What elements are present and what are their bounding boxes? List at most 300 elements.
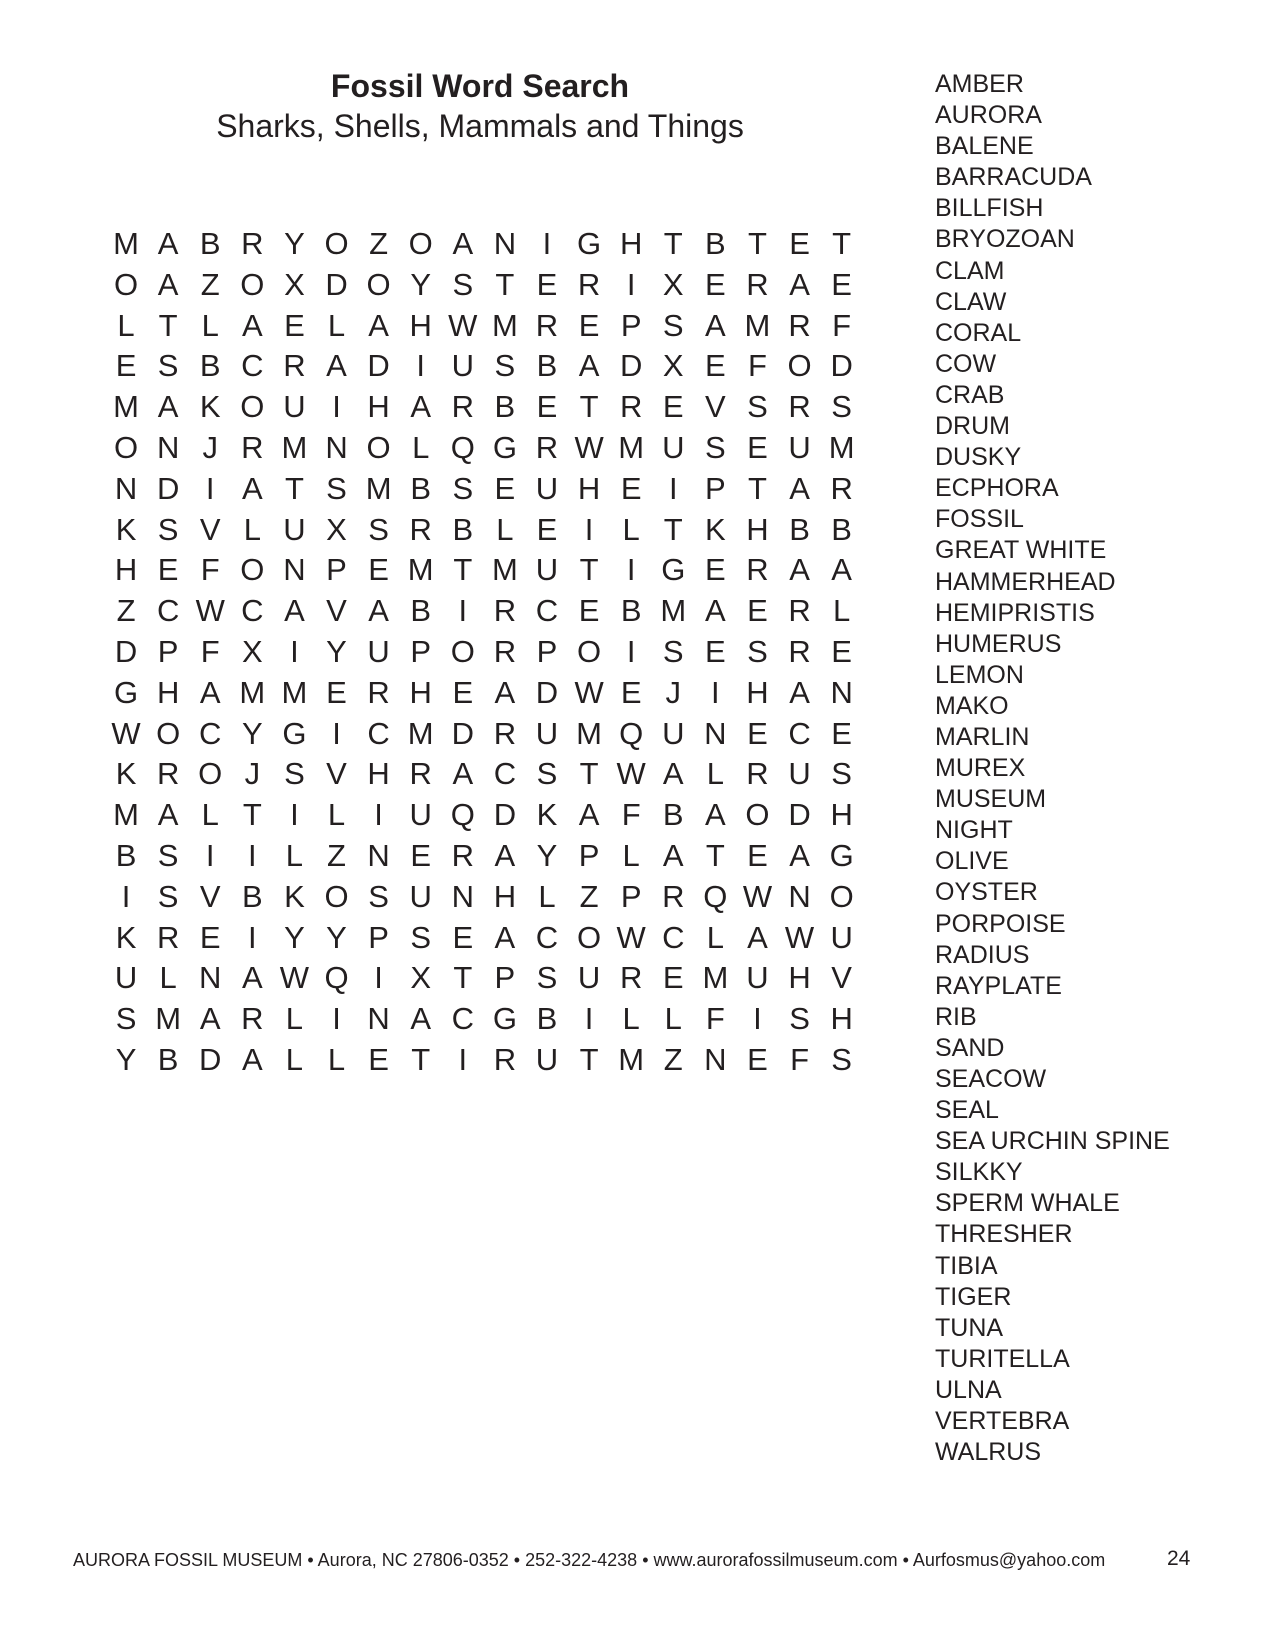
grid-letter: G bbox=[282, 715, 307, 751]
grid-letter: O bbox=[829, 878, 854, 914]
grid-letter: I bbox=[711, 674, 720, 710]
grid-letter: B bbox=[199, 348, 221, 384]
grid-letter: F bbox=[200, 552, 220, 588]
grid-row bbox=[105, 387, 863, 428]
word-list-item: RAYPLATE bbox=[935, 971, 1062, 1000]
grid-letter: W bbox=[616, 919, 646, 955]
grid-letter: H bbox=[367, 756, 390, 792]
grid-row bbox=[105, 591, 863, 632]
grid-letter: G bbox=[492, 1001, 517, 1037]
word-list bbox=[935, 69, 1170, 1468]
grid-letter: C bbox=[535, 919, 559, 955]
grid-letter: B bbox=[620, 593, 642, 629]
grid-letter: R bbox=[619, 389, 643, 425]
grid-letter: T bbox=[579, 389, 599, 425]
grid-letter: O bbox=[240, 389, 265, 425]
grid-letter: G bbox=[113, 674, 139, 710]
word-list-item: ULNA bbox=[935, 1375, 1002, 1404]
grid-letter: M bbox=[113, 797, 139, 833]
grid-letter: A bbox=[157, 266, 179, 302]
grid-letter: I bbox=[626, 552, 636, 588]
grid-letter: O bbox=[577, 919, 602, 955]
grid-letter: T bbox=[579, 1041, 599, 1077]
word-list-item: NIGHT bbox=[935, 816, 1013, 845]
word-list-item: RIB bbox=[935, 1002, 977, 1031]
grid-letter: D bbox=[619, 348, 643, 384]
grid-letter: Y bbox=[326, 919, 347, 955]
grid-letter: A bbox=[494, 837, 516, 873]
grid-letter: O bbox=[113, 266, 139, 302]
grid-letter: O bbox=[577, 633, 602, 669]
grid-letter: S bbox=[157, 511, 179, 547]
grid-letter: U bbox=[577, 960, 601, 996]
grid-letter: L bbox=[243, 511, 261, 547]
grid-letter: U bbox=[367, 633, 390, 669]
word-list-item: THRESHER bbox=[935, 1220, 1073, 1249]
grid-letter: M bbox=[155, 1001, 182, 1037]
grid-letter: K bbox=[536, 797, 558, 833]
grid-letter: M bbox=[576, 715, 602, 751]
grid-letter: N bbox=[830, 674, 853, 710]
grid-letter: E bbox=[199, 919, 221, 955]
grid-letter: A bbox=[241, 307, 263, 343]
grid-letter: Y bbox=[284, 919, 305, 955]
grid-letter: E bbox=[831, 633, 852, 669]
word-list-item: RADIUS bbox=[935, 940, 1030, 969]
grid-letter: T bbox=[663, 511, 683, 547]
grid-letter: U bbox=[662, 715, 685, 751]
word-list-item: HEMIPRISTIS bbox=[935, 598, 1095, 627]
grid-row bbox=[105, 795, 863, 836]
word-list-item: SEA URCHIN SPINE bbox=[935, 1127, 1170, 1156]
grid-letter: K bbox=[284, 878, 305, 914]
grid-letter: N bbox=[156, 429, 180, 465]
grid-letter: M bbox=[365, 470, 392, 506]
grid-letter: S bbox=[157, 837, 179, 873]
grid-letter: I bbox=[584, 511, 594, 547]
grid-row bbox=[105, 510, 863, 551]
grid-letter: M bbox=[281, 674, 308, 710]
grid-letter: B bbox=[494, 389, 516, 425]
grid-letter: B bbox=[452, 511, 474, 547]
grid-letter: L bbox=[622, 1001, 640, 1037]
word-list-item: TIBIA bbox=[935, 1251, 998, 1280]
grid-letter: N bbox=[325, 429, 348, 465]
word-list-item: MAKO bbox=[935, 691, 1009, 720]
grid-letter: A bbox=[157, 797, 179, 833]
grid-letter: T bbox=[453, 552, 473, 588]
grid-row bbox=[105, 877, 863, 918]
grid-row bbox=[105, 754, 863, 795]
grid-letter: X bbox=[284, 266, 305, 302]
grid-letter: U bbox=[283, 511, 306, 547]
grid-letter: I bbox=[332, 389, 341, 425]
grid-letter: C bbox=[493, 756, 517, 792]
grid-letter: A bbox=[705, 593, 726, 629]
grid-letter: V bbox=[199, 511, 221, 547]
grid-letter: U bbox=[114, 960, 138, 996]
grid-letter: I bbox=[458, 593, 468, 629]
grid-row bbox=[105, 958, 863, 999]
grid-letter: S bbox=[284, 756, 305, 792]
grid-letter: Y bbox=[241, 715, 263, 751]
grid-letter: I bbox=[121, 878, 131, 914]
grid-letter: Q bbox=[324, 960, 349, 996]
grid-letter: T bbox=[705, 837, 725, 873]
grid-letter: R bbox=[746, 552, 769, 588]
grid-letter: X bbox=[326, 511, 347, 547]
grid-letter: E bbox=[662, 389, 684, 425]
grid-letter: F bbox=[621, 797, 641, 833]
grid-letter: B bbox=[410, 593, 432, 629]
grid-letter: D bbox=[788, 797, 811, 833]
grid-letter: M bbox=[113, 226, 139, 261]
grid-letter: R bbox=[535, 307, 559, 343]
grid-letter: A bbox=[578, 797, 600, 833]
grid-letter: L bbox=[706, 756, 724, 792]
grid-letter: R bbox=[662, 878, 685, 914]
grid-letter: M bbox=[744, 307, 771, 343]
grid-letter: Q bbox=[703, 878, 728, 914]
grid-letter: A bbox=[789, 674, 810, 710]
grid-row bbox=[105, 673, 863, 714]
grid-letter: S bbox=[831, 1041, 852, 1077]
word-list-item: ECPHORA bbox=[935, 474, 1059, 503]
word-list-item: SPERM WHALE bbox=[935, 1189, 1120, 1218]
grid-letter: V bbox=[326, 756, 347, 792]
grid-letter: Y bbox=[326, 633, 347, 669]
grid-letter: R bbox=[409, 511, 432, 547]
grid-letter: S bbox=[410, 919, 432, 955]
page-number: 24 bbox=[1167, 1547, 1191, 1570]
grid-letter: L bbox=[327, 307, 346, 343]
grid-letter: A bbox=[705, 307, 726, 343]
grid-letter: R bbox=[241, 429, 264, 465]
grid-letter: J bbox=[665, 674, 682, 710]
grid-letter: A bbox=[831, 552, 852, 588]
grid-letter: E bbox=[494, 470, 516, 506]
grid-letter: E bbox=[789, 226, 810, 261]
grid-letter: B bbox=[789, 511, 810, 547]
grid-letter: D bbox=[535, 674, 559, 710]
grid-letter: H bbox=[367, 389, 390, 425]
grid-letter: S bbox=[831, 756, 852, 792]
grid-letter: O bbox=[745, 797, 770, 833]
grid-letter: S bbox=[831, 389, 852, 425]
grid-letter: L bbox=[159, 960, 177, 996]
word-list-item: BRYOZOAN bbox=[935, 225, 1075, 254]
grid-letter: Y bbox=[536, 837, 558, 873]
grid-letter: S bbox=[789, 1001, 810, 1037]
grid-row bbox=[105, 428, 863, 469]
word-list-item: PORPOISE bbox=[935, 909, 1066, 938]
grid-letter: U bbox=[283, 389, 306, 425]
grid-row bbox=[105, 918, 863, 959]
grid-letter: S bbox=[705, 429, 726, 465]
grid-letter: L bbox=[327, 1041, 346, 1077]
grid-letter: A bbox=[662, 837, 684, 873]
grid-letter: M bbox=[407, 552, 434, 588]
grid-letter: R bbox=[619, 960, 643, 996]
grid-letter: P bbox=[368, 919, 389, 955]
grid-letter: E bbox=[157, 552, 179, 588]
grid-letter: G bbox=[829, 837, 854, 873]
grid-letter: O bbox=[324, 878, 349, 914]
grid-letter: I bbox=[416, 348, 426, 384]
page-subtitle: Sharks, Shells, Mammals and Things bbox=[216, 108, 744, 144]
grid-letter: I bbox=[248, 837, 257, 873]
grid-letter: O bbox=[240, 552, 265, 588]
word-list-item: HUMERUS bbox=[935, 629, 1062, 658]
word-list-item: HAMMERHEAD bbox=[935, 567, 1116, 596]
grid-letter: I bbox=[332, 715, 341, 751]
grid-letter: F bbox=[747, 348, 767, 384]
word-list-item: CORAL bbox=[935, 318, 1022, 347]
grid-letter: E bbox=[326, 674, 347, 710]
grid-letter: B bbox=[410, 470, 432, 506]
grid-letter: A bbox=[410, 389, 432, 425]
grid-letter: E bbox=[831, 715, 852, 751]
grid-letter: W bbox=[195, 593, 225, 629]
grid-letter: C bbox=[662, 919, 685, 955]
grid-letter: Z bbox=[116, 593, 136, 629]
grid-letter: V bbox=[199, 878, 221, 914]
grid-row bbox=[105, 224, 863, 265]
word-list-item: MUREX bbox=[935, 754, 1026, 783]
grid-letter: N bbox=[451, 878, 474, 914]
grid-letter: A bbox=[326, 348, 347, 384]
footer-contact: AURORA FOSSIL MUSEUM • Aurora, NC 27806-0352 • 252-322-4238 • www.aurorafossilmuseum.com • Aurfosmus@yahoo.com bbox=[73, 1550, 1106, 1570]
grid-letter: P bbox=[494, 960, 516, 996]
grid-letter: C bbox=[241, 593, 264, 629]
grid-letter: H bbox=[114, 552, 138, 588]
grid-letter: I bbox=[753, 1001, 762, 1037]
grid-letter: I bbox=[458, 1041, 468, 1077]
grid-letter: Z bbox=[579, 878, 599, 914]
grid-letter: W bbox=[448, 307, 478, 343]
grid-letter: I bbox=[374, 797, 383, 833]
grid-letter: I bbox=[374, 960, 383, 996]
grid-letter: H bbox=[788, 960, 811, 996]
grid-letter: H bbox=[409, 307, 432, 343]
grid-letter: R bbox=[409, 756, 432, 792]
grid-letter: L bbox=[496, 511, 514, 547]
word-list-item: MARLIN bbox=[935, 722, 1030, 751]
grid-letter: A bbox=[747, 919, 768, 955]
grid-letter: T bbox=[747, 226, 767, 261]
grid-letter: S bbox=[157, 878, 179, 914]
grid-letter: I bbox=[626, 266, 636, 302]
grid-letter: O bbox=[450, 633, 475, 669]
grid-letter: U bbox=[535, 1041, 559, 1077]
grid-letter: S bbox=[536, 756, 558, 792]
grid-letter: B bbox=[705, 226, 726, 261]
grid-letter: A bbox=[452, 226, 474, 261]
grid-letter: C bbox=[451, 1001, 474, 1037]
grid-letter: D bbox=[325, 266, 348, 302]
word-list-item: SEACOW bbox=[935, 1065, 1047, 1093]
grid-letter: H bbox=[619, 226, 643, 261]
grid-letter: L bbox=[622, 837, 640, 873]
grid-letter: T bbox=[411, 1041, 431, 1077]
grid-letter: O bbox=[787, 348, 812, 384]
grid-letter: S bbox=[662, 633, 684, 669]
grid-letter: O bbox=[240, 266, 265, 302]
grid-letter: H bbox=[493, 878, 517, 914]
grid-letter: T bbox=[832, 226, 852, 261]
grid-letter: L bbox=[664, 1001, 682, 1037]
grid-letter: E bbox=[705, 552, 726, 588]
grid-letter: U bbox=[746, 960, 769, 996]
grid-letter: I bbox=[668, 470, 678, 506]
grid-letter: G bbox=[492, 429, 517, 465]
grid-letter: B bbox=[157, 1041, 179, 1077]
grid-letter: U bbox=[409, 797, 432, 833]
grid-letter: E bbox=[747, 837, 768, 873]
grid-letter: A bbox=[789, 552, 810, 588]
grid-letter: N bbox=[199, 960, 222, 996]
grid-letter: R bbox=[451, 389, 474, 425]
word-list-item: MUSEUM bbox=[935, 785, 1047, 814]
grid-letter: I bbox=[626, 633, 636, 669]
grid-letter: H bbox=[830, 1001, 853, 1037]
grid-letter: E bbox=[747, 429, 768, 465]
word-list-item: LEMON bbox=[935, 660, 1024, 689]
grid-letter: A bbox=[789, 470, 810, 506]
word-list-item: BALENE bbox=[935, 132, 1034, 161]
grid-letter: E bbox=[747, 593, 768, 629]
grid-letter: N bbox=[788, 878, 811, 914]
grid-letter: P bbox=[705, 470, 726, 506]
grid-letter: E bbox=[410, 837, 432, 873]
grid-letter: L bbox=[706, 919, 724, 955]
grid-letter: I bbox=[205, 837, 215, 873]
grid-letter: P bbox=[620, 878, 642, 914]
grid-letter: M bbox=[239, 674, 266, 710]
grid-letter: E bbox=[368, 1041, 389, 1077]
word-list-item: TURITELLA bbox=[935, 1344, 1070, 1373]
grid-letter: R bbox=[156, 756, 180, 792]
grid-letter: I bbox=[290, 633, 299, 669]
word-list-item: BILLFISH bbox=[935, 194, 1044, 223]
grid-letter: N bbox=[493, 226, 517, 261]
grid-letter: S bbox=[368, 511, 389, 547]
grid-letter: A bbox=[789, 266, 810, 302]
grid-letter: O bbox=[113, 429, 139, 465]
grid-letter: S bbox=[452, 266, 474, 302]
grid-letter: C bbox=[367, 715, 390, 751]
grid-letter: L bbox=[285, 1041, 304, 1077]
grid-letter: I bbox=[290, 797, 299, 833]
grid-letter: H bbox=[156, 674, 180, 710]
word-list-item: FOSSIL bbox=[935, 505, 1024, 534]
grid-letter: T bbox=[242, 797, 262, 833]
grid-letter: S bbox=[747, 633, 768, 669]
grid-letter: A bbox=[157, 389, 179, 425]
grid-letter: A bbox=[199, 1001, 221, 1037]
grid-letter: N bbox=[367, 1001, 390, 1037]
grid-letter: L bbox=[201, 797, 219, 833]
grid-letter: M bbox=[281, 429, 308, 465]
grid-row bbox=[105, 999, 863, 1040]
grid-letter: L bbox=[622, 511, 640, 547]
grid-letter: R bbox=[451, 837, 474, 873]
grid-letter: H bbox=[577, 470, 601, 506]
grid-letter: R bbox=[283, 348, 306, 384]
grid-letter: U bbox=[535, 715, 559, 751]
grid-letter: A bbox=[241, 470, 263, 506]
grid-letter: B bbox=[536, 348, 558, 384]
grid-letter: P bbox=[326, 552, 347, 588]
grid-letter: S bbox=[662, 307, 684, 343]
word-list-item: CLAW bbox=[935, 287, 1007, 316]
grid-letter: X bbox=[410, 960, 432, 996]
grid-letter: O bbox=[366, 266, 391, 302]
grid-letter: N bbox=[704, 1041, 727, 1077]
grid-letter: R bbox=[788, 593, 811, 629]
grid-letter: Y bbox=[410, 266, 432, 302]
grid-letter: E bbox=[578, 307, 600, 343]
grid-letter: W bbox=[574, 674, 604, 710]
grid-letter: R bbox=[788, 633, 811, 669]
grid-letter: U bbox=[451, 348, 474, 384]
grid-letter: R bbox=[493, 633, 517, 669]
grid-letter: U bbox=[535, 470, 559, 506]
grid-letter: B bbox=[199, 226, 221, 261]
grid-letter: M bbox=[660, 593, 687, 629]
grid-letter: K bbox=[115, 756, 137, 792]
grid-letter: E bbox=[620, 470, 642, 506]
grid-letter: I bbox=[205, 470, 215, 506]
grid-letter: E bbox=[705, 348, 726, 384]
grid-letter: D bbox=[156, 470, 180, 506]
word-list-item: CLAM bbox=[935, 256, 1005, 285]
grid-letter: Y bbox=[115, 1041, 137, 1077]
grid-letter: B bbox=[662, 797, 684, 833]
grid-letter: J bbox=[244, 756, 261, 792]
grid-letter: E bbox=[662, 960, 684, 996]
grid-letter: P bbox=[578, 837, 600, 873]
grid-letter: M bbox=[491, 307, 518, 343]
grid-letter: X bbox=[662, 266, 684, 302]
grid-letter: A bbox=[578, 348, 600, 384]
grid-letter: I bbox=[542, 226, 552, 261]
grid-letter: D bbox=[493, 797, 517, 833]
grid-letter: W bbox=[742, 878, 773, 914]
grid-letter: R bbox=[535, 429, 559, 465]
grid-row bbox=[105, 836, 863, 877]
word-list-item: DRUM bbox=[935, 412, 1010, 441]
grid-letter: J bbox=[202, 429, 218, 465]
grid-letter: R bbox=[788, 389, 811, 425]
word-list-item: SAND bbox=[935, 1033, 1005, 1062]
grid-letter: E bbox=[705, 633, 726, 669]
grid-letter: E bbox=[536, 266, 558, 302]
grid-letter: Q bbox=[450, 797, 475, 833]
grid-letter: B bbox=[115, 837, 137, 873]
grid-letter: S bbox=[747, 389, 768, 425]
grid-letter: G bbox=[661, 552, 686, 588]
grid-letter: S bbox=[536, 960, 558, 996]
grid-letter: O bbox=[366, 429, 391, 465]
grid-letter: E bbox=[452, 674, 474, 710]
word-list-item: OYSTER bbox=[935, 878, 1038, 907]
grid-letter: B bbox=[241, 878, 263, 914]
grid-row bbox=[105, 550, 863, 591]
grid-letter: Z bbox=[663, 1041, 683, 1077]
grid-letter: M bbox=[491, 552, 518, 588]
grid-letter: N bbox=[704, 715, 727, 751]
